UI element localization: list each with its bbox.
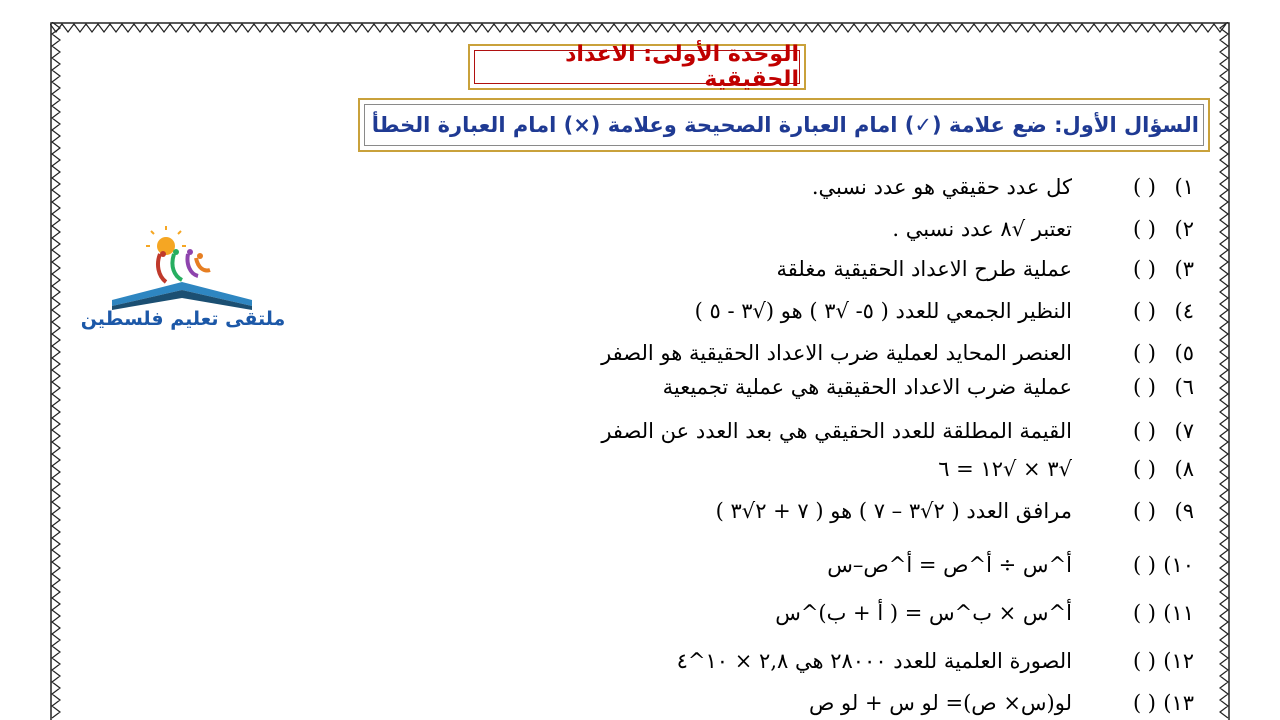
item-statement: القيمة المطلقة للعدد الحقيقي هي بعد العدد عن الصفر xyxy=(601,419,1072,443)
answer-blank[interactable]: ( ) xyxy=(1132,217,1156,241)
item-number: ٧) xyxy=(1174,419,1194,443)
list-item xyxy=(775,596,1194,630)
question-heading: السؤال الأول: ضع علامة (✓) امام العبارة الصحيحة وعلامة (×) امام العبارة الخطأ xyxy=(371,113,1199,137)
item-statement: مرافق العدد ( ٢√٣ – ٧ ) هو ( ٧ + ٢√٣ ) xyxy=(715,499,1072,523)
item-number: ٣) xyxy=(1174,257,1194,281)
item-number: ١٢) xyxy=(1163,649,1194,673)
answer-blank[interactable]: ( ) xyxy=(1132,601,1156,625)
answer-blank[interactable]: ( ) xyxy=(1132,499,1156,523)
item-statement: النظير الجمعي للعدد ( ٥- √٣ ) هو (√٣ - ٥ ) xyxy=(694,299,1072,323)
logo-text: ملتقى تعليم فلسطين xyxy=(80,308,286,330)
item-number: ١٣) xyxy=(1163,691,1194,715)
item-number: ٨) xyxy=(1174,457,1194,481)
list-item xyxy=(809,686,1194,720)
list-item xyxy=(601,336,1194,370)
item-number: ١١) xyxy=(1163,601,1194,625)
list-item xyxy=(812,170,1194,204)
item-number: ٦) xyxy=(1174,375,1194,399)
item-statement: كل عدد حقيقي هو عدد نسبي. xyxy=(811,175,1072,199)
list-item xyxy=(938,452,1194,486)
item-number: ٢) xyxy=(1174,217,1194,241)
list-item xyxy=(677,644,1194,678)
answer-blank[interactable]: ( ) xyxy=(1132,175,1156,199)
item-statement: أ^س ÷ أ^ص = أ^ص–س xyxy=(827,553,1072,577)
answer-blank[interactable]: ( ) xyxy=(1132,299,1156,323)
item-number: ١٠) xyxy=(1163,553,1194,577)
answer-blank[interactable]: ( ) xyxy=(1132,257,1156,281)
list-item xyxy=(827,548,1194,582)
item-statement: √٣ × √١٢ = ٦ xyxy=(938,457,1072,481)
answer-blank[interactable]: ( ) xyxy=(1132,341,1156,365)
item-number: ٥) xyxy=(1174,341,1194,365)
item-statement: العنصر المحايد لعملية ضرب الاعداد الحقيقية هو الصفر xyxy=(601,341,1072,365)
item-statement: الصورة العلمية للعدد ٢٨٠٠٠ هي ٢,٨ × ١٠^٤ xyxy=(676,649,1072,673)
unit-title: الوحدة الأولى: الاعداد الحقيقية xyxy=(565,42,799,92)
list-item xyxy=(601,414,1194,448)
answer-blank[interactable]: ( ) xyxy=(1132,457,1156,481)
item-statement: لو(س× ص)= لو س + لو ص xyxy=(808,691,1072,715)
list-item xyxy=(892,212,1194,246)
answer-blank[interactable]: ( ) xyxy=(1132,691,1156,715)
list-item xyxy=(663,370,1194,404)
list-item xyxy=(716,494,1194,528)
answer-blank[interactable]: ( ) xyxy=(1132,375,1156,399)
answer-blank[interactable]: ( ) xyxy=(1132,553,1156,577)
answer-blank[interactable]: ( ) xyxy=(1132,649,1156,673)
item-statement: تعتبر √٨ عدد نسبي . xyxy=(892,217,1072,241)
item-statement: أ^س × ب^س = ( أ + ب)^س xyxy=(775,601,1072,625)
list-item xyxy=(776,252,1194,286)
item-statement: عملية ضرب الاعداد الحقيقية هي عملية تجميعية xyxy=(662,375,1072,399)
list-item xyxy=(695,294,1194,328)
item-number: ٤) xyxy=(1174,299,1194,323)
item-number: ١) xyxy=(1174,175,1194,199)
item-number: ٩) xyxy=(1174,499,1194,523)
answer-blank[interactable]: ( ) xyxy=(1132,419,1156,443)
item-statement: عملية طرح الاعداد الحقيقية مغلقة xyxy=(776,257,1072,281)
